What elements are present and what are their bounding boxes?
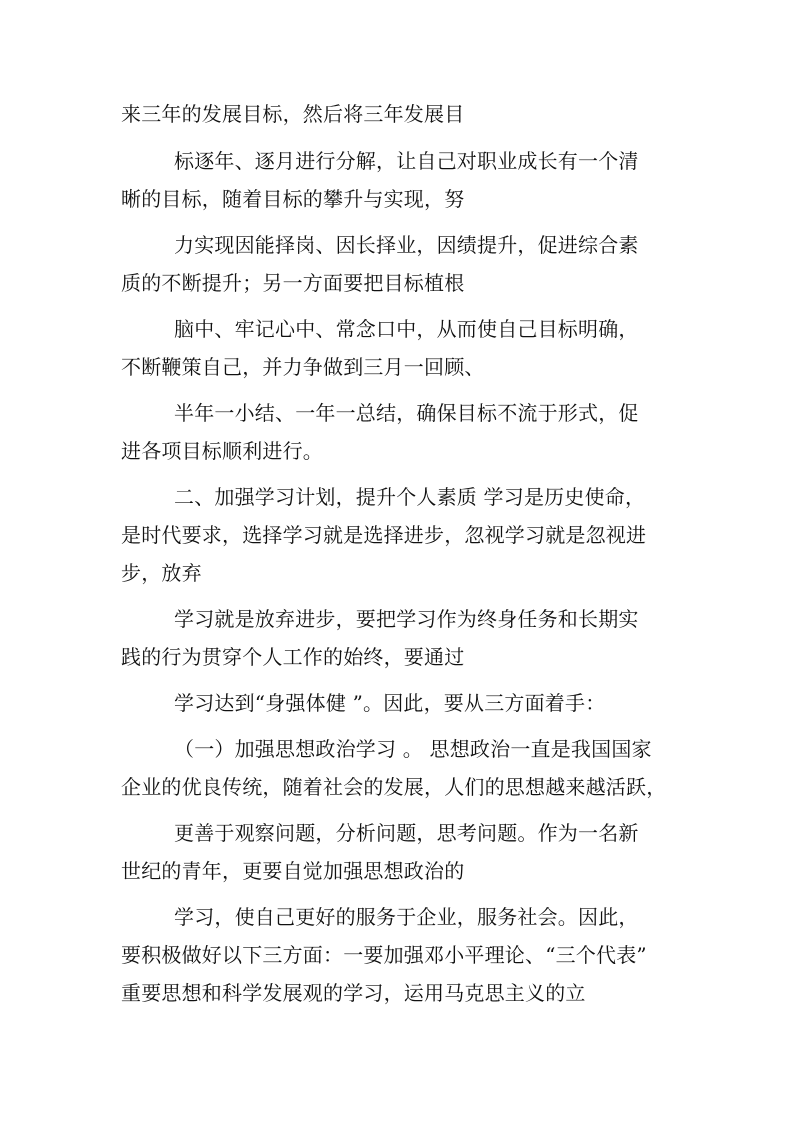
text-line: 重要思想和科学发展观的学习，运用马克思主义的立 [121,981,586,1005]
text-line: 半年一小结、一年一总结，确保目标不流于形式，促 [174,401,639,425]
text-line: 更善于观察问题，分析问题，思考问题。作为一名新 [174,821,639,845]
text-line: （一）加强思想政治学习 。 思想政治一直是我国国家 [174,737,652,761]
text-line: 世纪的青年，更要自觉加强思想政治的 [121,859,465,883]
text-line: 来三年的发展目标，然后将三年发展目 [121,102,465,126]
text-line: 不断鞭策自己，并力争做到三月一回顾、 [121,355,485,379]
text-line: 践的行为贯穿个人工作的始终，要通过 [121,645,465,669]
text-line: 企业的优良传统，随着社会的发展，人们的思想越来越活跃， [121,775,667,799]
text-line: 进各项目标顺利进行。 [121,439,323,463]
text-line: 学习达到“身强体健 ”。因此，要从三方面着手： [174,691,606,715]
text-line: 力实现因能择岗、因长择业，因绩提升，促进综合素 [174,233,639,257]
text-line: 是时代要求，选择学习就是选择进步，忽视学习就是忽视进 [121,523,647,547]
text-line: 学习，使自己更好的服务于企业，服务社会。因此， [174,905,639,929]
text-line: 脑中、牢记心中、常念口中，从而使自己目标明确， [174,317,639,341]
text-line: 学习就是放弃进步，要把学习作为终身任务和长期实 [174,607,639,631]
text-line: 要积极做好以下三方面：一要加强邓小平理论、“三个代表” [121,943,647,967]
text-line: 标逐年、逐月进行分解，让自己对职业成长有一个清 [174,149,639,173]
text-line: 晰的目标，随着目标的攀升与实现，努 [121,187,465,211]
text-line: 步，放弃 [121,561,202,585]
text-line: 质的不断提升；另一方面要把目标植根 [121,271,465,295]
text-line: 二、加强学习计划，提升个人素质 学习是历史使命， [174,485,646,509]
